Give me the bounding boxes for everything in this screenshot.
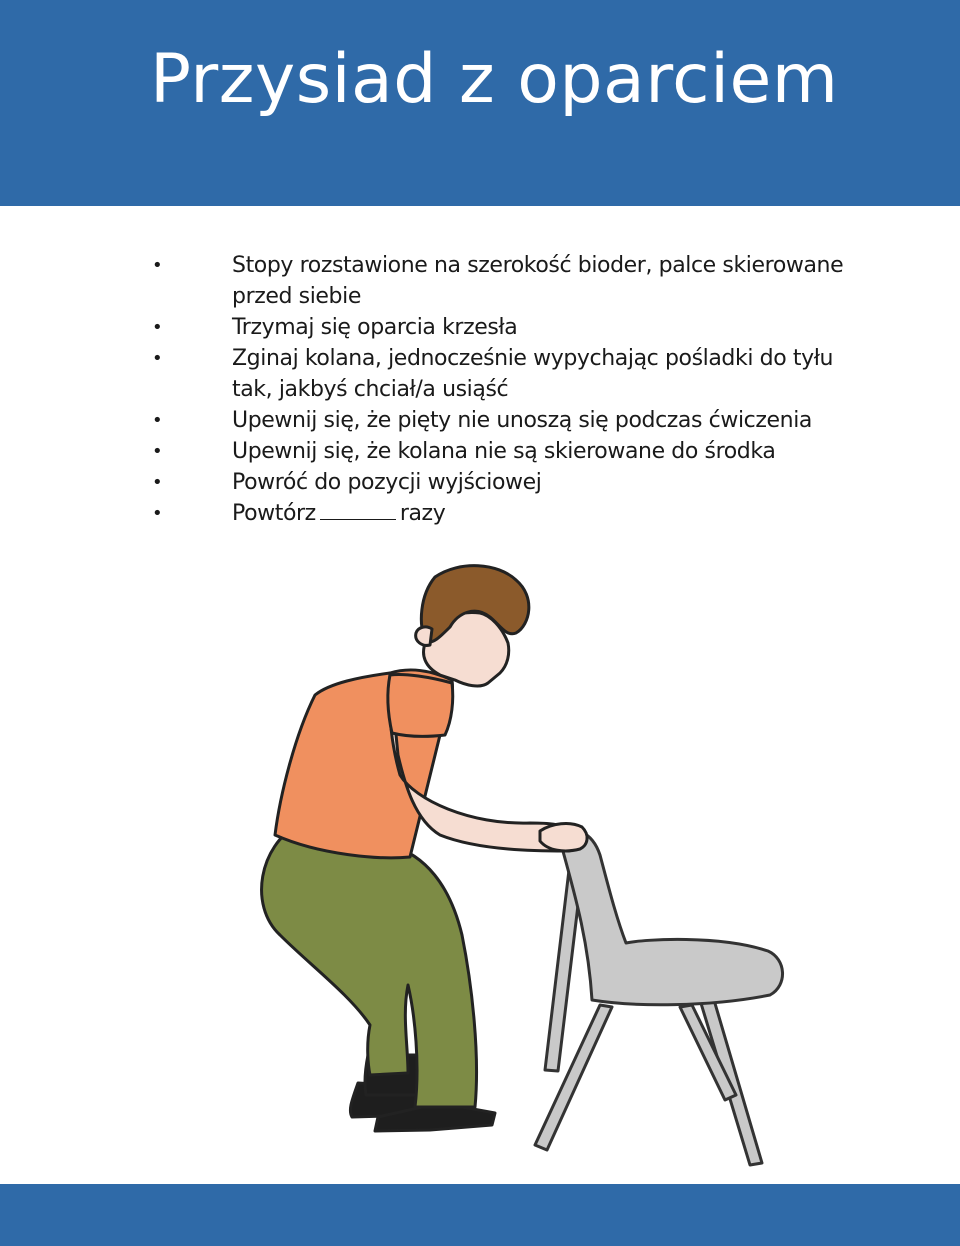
bullet-icon: • — [152, 441, 163, 462]
bullet-icon: • — [152, 317, 163, 338]
list-item: • Trzymaj się oparcia krzesła — [150, 312, 870, 343]
footer-band — [0, 1184, 960, 1246]
repeat-prefix: Powtórz — [232, 501, 316, 526]
chair-illustration — [535, 830, 783, 1165]
instruction-list — [150, 250, 870, 529]
list-item: • Stopy rozstawione na szerokość bioder, palce skierowane przed siebie — [150, 250, 870, 312]
list-item: • Zginaj kolana, jednocześnie wypychając pośladki do tyłu tak, jakbyś chciał/a usiąść — [150, 343, 870, 405]
chair-squat-illustration — [240, 555, 800, 1175]
list-item: • Upewnij się, że kolana nie są skierowane do środka — [150, 436, 870, 467]
bullet-icon: • — [152, 410, 163, 431]
bullet-icon: • — [152, 503, 163, 524]
list-item: • Powróć do pozycji wyjściowej — [150, 467, 870, 498]
repeat-count-blank — [320, 501, 396, 520]
header-band — [0, 0, 960, 206]
bullet-icon: • — [152, 348, 163, 369]
list-item-repeat — [150, 498, 870, 529]
repeat-suffix: razy — [399, 501, 446, 526]
page-title: Przysiad z oparciem — [150, 40, 839, 119]
person-illustration — [262, 566, 588, 1131]
bullet-icon: • — [152, 472, 163, 493]
bullet-icon: • — [152, 255, 163, 276]
list-item: • Upewnij się, że pięty nie unoszą się podczas ćwiczenia — [150, 405, 870, 436]
